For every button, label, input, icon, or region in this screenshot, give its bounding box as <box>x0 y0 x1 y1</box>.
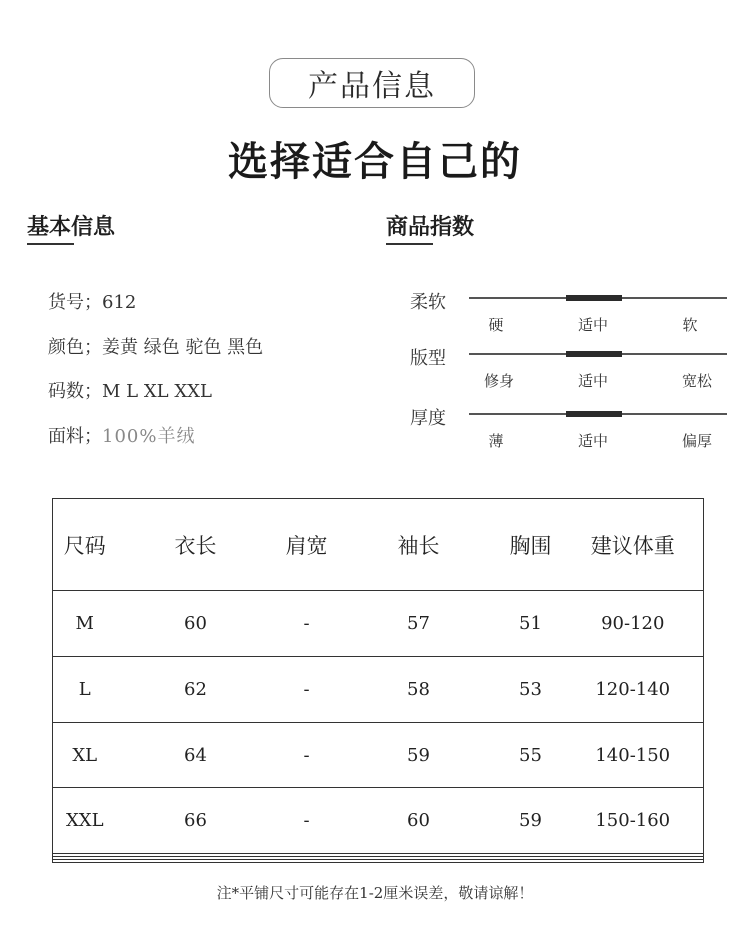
info-value: 100%羊绒 <box>102 426 196 447</box>
info-label: 面料； <box>48 426 102 447</box>
info-row-fabric <box>48 422 195 448</box>
table-cell: 66 <box>117 788 275 854</box>
table-cell: 58 <box>339 657 499 723</box>
table-cell: - <box>275 788 339 854</box>
index-option: 适中 <box>577 316 608 334</box>
table-cell <box>53 859 117 862</box>
size-table <box>52 498 704 863</box>
table-header-cell: 胸围 <box>499 499 563 591</box>
basic-info-title: 基本信息 <box>27 214 116 240</box>
table-cell: 60 <box>117 591 275 657</box>
table-cell: 120-140 <box>563 657 704 723</box>
table-cell: M <box>53 591 117 657</box>
info-label: 货号； <box>48 292 102 313</box>
index-track-softness <box>469 297 727 299</box>
table-cell: 51 <box>499 591 563 657</box>
table-header-cell: 建议体重 <box>563 499 704 591</box>
index-track-thickness <box>469 413 727 415</box>
info-row-colors <box>48 333 263 359</box>
page-headline: 选择适合自己的 <box>228 138 522 185</box>
info-label: 颜色； <box>48 337 102 358</box>
info-row-item-no <box>48 288 136 314</box>
table-cell: - <box>275 722 339 788</box>
table-row <box>53 657 704 723</box>
table-row <box>53 591 704 657</box>
index-option: 宽松 <box>681 372 712 390</box>
info-value: M L XL XXL <box>102 381 212 402</box>
table-cell <box>275 859 339 862</box>
index-marker-fit <box>566 351 622 357</box>
table-cell: XL <box>53 722 117 788</box>
table-cell: 140-150 <box>563 722 704 788</box>
table-cell: - <box>275 591 339 657</box>
table-cell: 60 <box>339 788 499 854</box>
index-track-fit <box>469 353 727 355</box>
index-option: 适中 <box>577 372 608 390</box>
index-label-softness: 柔软 <box>410 292 446 313</box>
index-option: 适中 <box>577 432 608 450</box>
table-cell: 62 <box>117 657 275 723</box>
index-label-fit: 版型 <box>410 348 446 369</box>
table-header-cell: 袖长 <box>339 499 499 591</box>
table-cell: 150-160 <box>563 788 704 854</box>
table-row <box>53 722 704 788</box>
index-option: 偏厚 <box>681 432 712 450</box>
index-label-thickness: 厚度 <box>410 408 446 429</box>
product-index-title: 商品指数 <box>386 214 475 240</box>
table-header-cell: 肩宽 <box>275 499 339 591</box>
table-cell <box>117 859 275 862</box>
table-header-cell: 衣长 <box>117 499 275 591</box>
table-cell: 55 <box>499 722 563 788</box>
index-option: 薄 <box>488 432 504 450</box>
measurement-note: 注*平铺尺寸可能存在1-2厘米误差，敬请谅解！ <box>216 884 534 902</box>
table-cell <box>499 859 563 862</box>
table-row <box>53 859 704 862</box>
index-option: 硬 <box>488 316 504 334</box>
index-option: 软 <box>682 316 698 334</box>
table-cell: 90-120 <box>563 591 704 657</box>
info-row-sizes <box>48 377 212 403</box>
basic-info-underline <box>27 243 74 245</box>
table-cell <box>339 859 499 862</box>
table-cell: - <box>275 657 339 723</box>
table-cell: 57 <box>339 591 499 657</box>
info-value: 姜黄 绿色 驼色 黑色 <box>102 337 264 358</box>
product-info-badge <box>269 58 475 108</box>
table-cell: L <box>53 657 117 723</box>
info-label: 码数； <box>48 381 102 402</box>
table-cell: 64 <box>117 722 275 788</box>
product-index-underline <box>386 243 433 245</box>
badge-label: 产品信息 <box>308 69 436 104</box>
index-marker-thickness <box>566 411 622 417</box>
info-value: 612 <box>102 292 137 313</box>
index-option: 修身 <box>483 372 514 390</box>
table-header-row <box>53 499 704 591</box>
table-cell <box>563 859 704 862</box>
table-cell: XXL <box>53 788 117 854</box>
table-cell: 53 <box>499 657 563 723</box>
index-marker-softness <box>566 295 622 301</box>
table-cell: 59 <box>339 722 499 788</box>
table-cell: 59 <box>499 788 563 854</box>
table-row <box>53 788 704 854</box>
table-header-cell: 尺码 <box>53 499 117 591</box>
